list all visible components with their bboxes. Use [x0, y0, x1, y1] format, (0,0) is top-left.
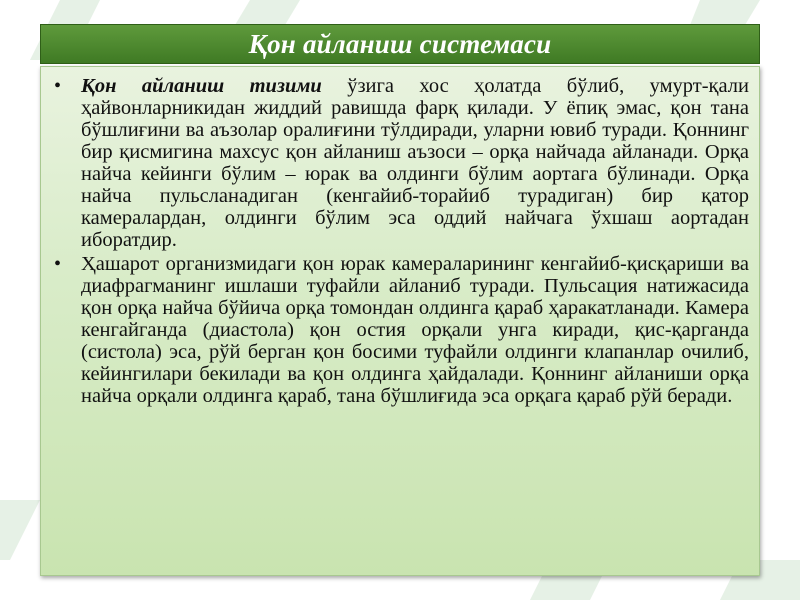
content-box — [40, 66, 760, 576]
bullet-lead: Қон айланиш тизими — [81, 75, 322, 97]
bullet-list — [49, 75, 749, 407]
slide-title: Қон айланиш системаси — [248, 28, 552, 59]
bullet-dot-icon: • — [54, 75, 62, 97]
bullet-text: Ҳашарот организмидаги қон юрак камераларининг кенгайиб-қисқариши ва диафрагманинг ишлаши туфайли айланиб туради. Пульсация натижасида қон орқа найча бўйича орқа томондан олдинга қараб ҳаракатланади. Камера кенгайганда (диастола) қон остия орқали унга киради, қис-қарганда (систола) эса, рўй берган қон босими туфайли олдинги клапанлар очилиб, кейингилари бекилади ва қон олдинга ҳайдалади. Қоннинг айланиши орқа найча орқали олдинга қараб, тана бўшлиғида эса орқага қараб рўй беради. — [81, 253, 749, 407]
bullet-item — [49, 253, 749, 407]
bullet-item — [49, 75, 749, 251]
bullet-text: ўзига хос ҳолатда бўлиб, умурт-қали ҳайвонларникидан жиддий равишда фарқ қилади. У ёпиқ эмас, қон тана бўшлиғини ва аъзолар оралиғини тўлдиради, уларни ювиб туради. Қоннинг бир қисмигина махсус қон айланиш аъзоси – орқа найчада айланади. Орқа найча кейинги бўлим – юрак ва олдинги бўлим аортага бўлинади. Орқа найча пульсланадиган (кенгайиб-торайиб турадиган) бир қатор камералардан, олдинги бўлим эса оддий найчага ўхшаш аортадан иборатдир. — [81, 75, 749, 251]
title-bar — [40, 24, 760, 64]
bullet-dot-icon: • — [54, 253, 62, 275]
